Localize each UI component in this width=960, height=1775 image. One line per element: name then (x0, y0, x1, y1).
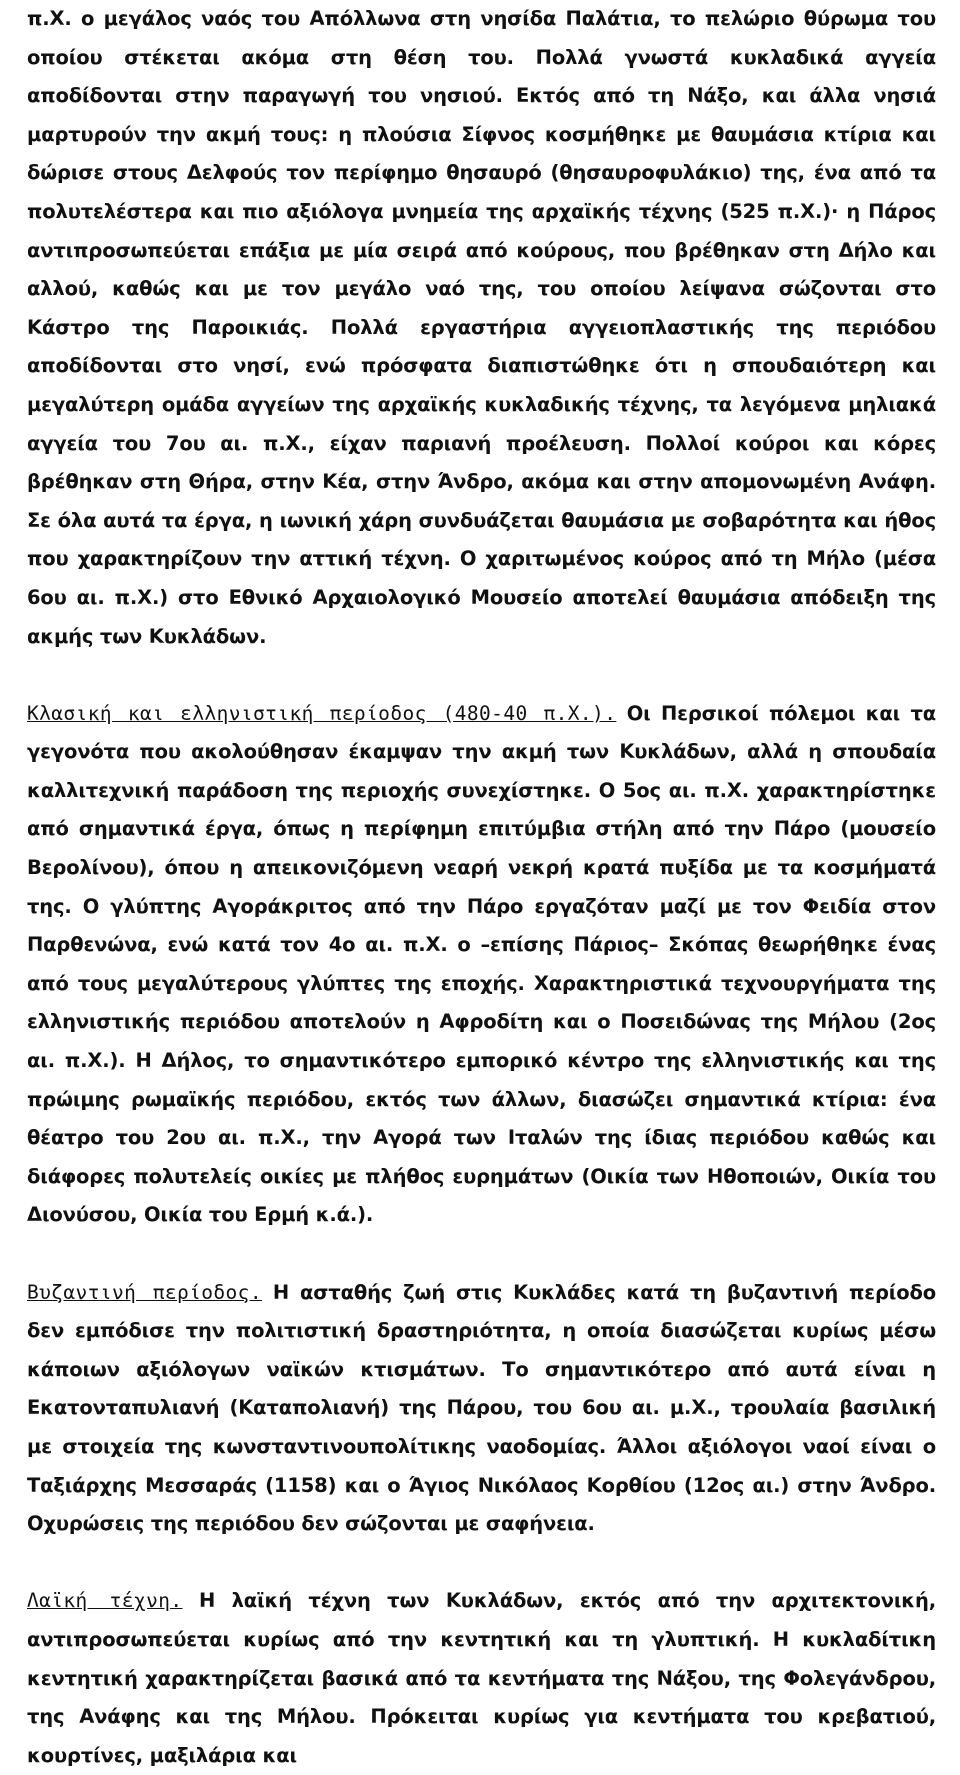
paragraph-classical-hellenistic (27, 695, 936, 1235)
paragraph-text: Οι Περσικοί πόλεμοι και τα γεγονότα που ακολούθησαν έκαμψαν την ακμή των Κυκλάδων, αλλά η σπουδαία καλλιτεχνική παράδοση της περιοχής συνεχίστηκε. Ο 5ος αι. π.Χ. χαρακτηρίστηκε από σημαντικά έργα, όπως η περίφημη επιτύμβια στήλη από την Πάρο (μουσείο Βερολίνου), όπου η απεικονιζόμενη νεαρή νεκρή κρατά πυξίδα με τα κοσμήματά της. Ο γλύπτης Αγοράκριτος από την Πάρο εργαζόταν μαζί με τον Φειδία στον Παρθενώνα, ενώ κατά τον 4ο αι. π.Χ. ο –επίσης Πάριος– Σκόπας θεωρήθηκε ένας από τους μεγαλύτερους γλύπτες της εποχής. Χαρακτηριστικά τεχνουργήματα της ελληνιστικής περιόδου αποτελούν η Αφροδίτη και ο Ποσειδώνας της Μήλου (2ος αι. π.Χ.). Η Δήλος, το σημαντικότερο εμπορικό κέντρο της ελληνιστικής και της πρώιμης ρωμαϊκής περιόδου, εκτός των άλλων, διασώζει σημαντικά κτίρια: ένα θέατρο του 2ου αι. π.Χ., την Αγορά των Ιταλών της ίδιας περιόδου καθώς και διάφορες πολυτελείς οικίες με πλήθος ευρημάτων (Οικία των Ηθοποιών, Οικία του Διονύσου, Οικία του Ερμή κ.ά.). (27, 701, 936, 1227)
paragraph-gap (27, 1544, 936, 1583)
paragraph-gap (27, 1235, 936, 1274)
paragraph-gap (27, 656, 936, 695)
paragraph-text: π.Χ. ο μεγάλος ναός του Απόλλωνα στη νησίδα Παλάτια, το πελώριο θύρωμα του οποίου στέκεται ακόμα στη θέση του. Πολλά γνωστά κυκλαδικά αγγεία αποδίδονται στην παραγωγή του νησιού. Εκτός από τη Νάξο, και άλλα νησιά μαρτυρούν την ακμή τους: η πλούσια Σίφνος κοσμήθηκε με θαυμάσια κτίρια και δώρισε στους Δελφούς τον περίφημο θησαυρό (θησαυροφυλάκιο) της, ένα από τα πολυτελέστερα και πιο αξιόλογα μνημεία της αρχαϊκής τέχνης (525 π.Χ.)· η Πάρος αντιπροσωπεύεται επάξια με μία σειρά από κούρους, που βρέθηκαν στη Δήλο και αλλού, καθώς και με τον μεγάλο ναό της, του οποίου λείψανα σώζονται στο Κάστρο της Παροικιάς. Πολλά εργαστήρια αγγειοπλαστικής της περιόδου αποδίδονται στο νησί, ενώ πρόσφατα διαπιστώθηκε ότι η σπουδαιότερη και μεγαλύτερη ομάδα αγγείων της αρχαϊκής κυκλαδικής τέχνης, τα λεγόμενα μηλιακά αγγεία του 7ου αι. π.Χ., είχαν παριανή προέλευση. Πολλοί κούροι και κόρες βρέθηκαν στη Θήρα, στην Κέα, στην Άνδρο, ακόμα και στην απομονωμένη Ανάφη. Σε όλα αυτά τα έργα, η ιωνική χάρη συνδυάζεται θαυμάσια με σοβαρότητα και ήθος που χαρακτηρίζουν την αττική τέχνη. Ο χαριτωμένος κούρος από τη Μήλο (μέσα 6ου αι. π.Χ.) στο Εθνικό Αρχαιολογικό Μουσείο αποτελεί θαυμάσια απόδειξη της ακμής των Κυκλάδων. (27, 7, 936, 648)
paragraph-text: Η λαϊκή τέχνη των Κυκλάδων, εκτός από την αρχιτεκτονική, αντιπροσωπεύεται κυρίως από την κεντητική και τη γλυπτική. Η κυκλαδίτικη κεντητική χαρακτηρίζεται βασικά από τα κεντήματα της Νάξου, της Φολεγάνδρου, της Ανάφης και της Μήλου. Πρόκειται κυρίως για κεντήματα του κρεβατιού, κουρτίνες, μαξιλάρια και (27, 1589, 936, 1767)
section-heading-folk-art: Λαϊκή τέχνη. (27, 1589, 183, 1613)
paragraph-byzantine (27, 1274, 936, 1544)
section-heading-byzantine: Βυζαντινή περίοδος. (27, 1280, 262, 1304)
paragraph-archaic-continued (27, 0, 936, 656)
section-heading-classical: Κλασική και ελληνιστική περίοδος (480-40 π.Χ.). (27, 701, 617, 725)
paragraph-text: Η ασταθής ζωή στις Κυκλάδες κατά τη βυζαντινή περίοδο δεν εμπόδισε την πολιτιστική δραστηριότητα, η οποία διασώζεται κυρίως μέσω κάποιων αξιόλογων ναϊκών κτισμάτων. Το σημαντικότερο από αυτά είναι η Εκατονταπυλιανή (Καταπολιανή) της Πάρου, του 6ου αι. μ.Χ., τρουλαία βασιλική με στοιχεία της κωνσταντινουπολίτικης ναοδομίας. Άλλοι αξιόλογοι ναοί είναι ο Ταξιάρχης Μεσσαράς (1158) και ο Άγιος Νικόλαος Κορθίου (12ος αι.) στην Άνδρο. Οχυρώσεις της περιόδου δεν σώζονται με σαφήνεια. (27, 1280, 936, 1536)
